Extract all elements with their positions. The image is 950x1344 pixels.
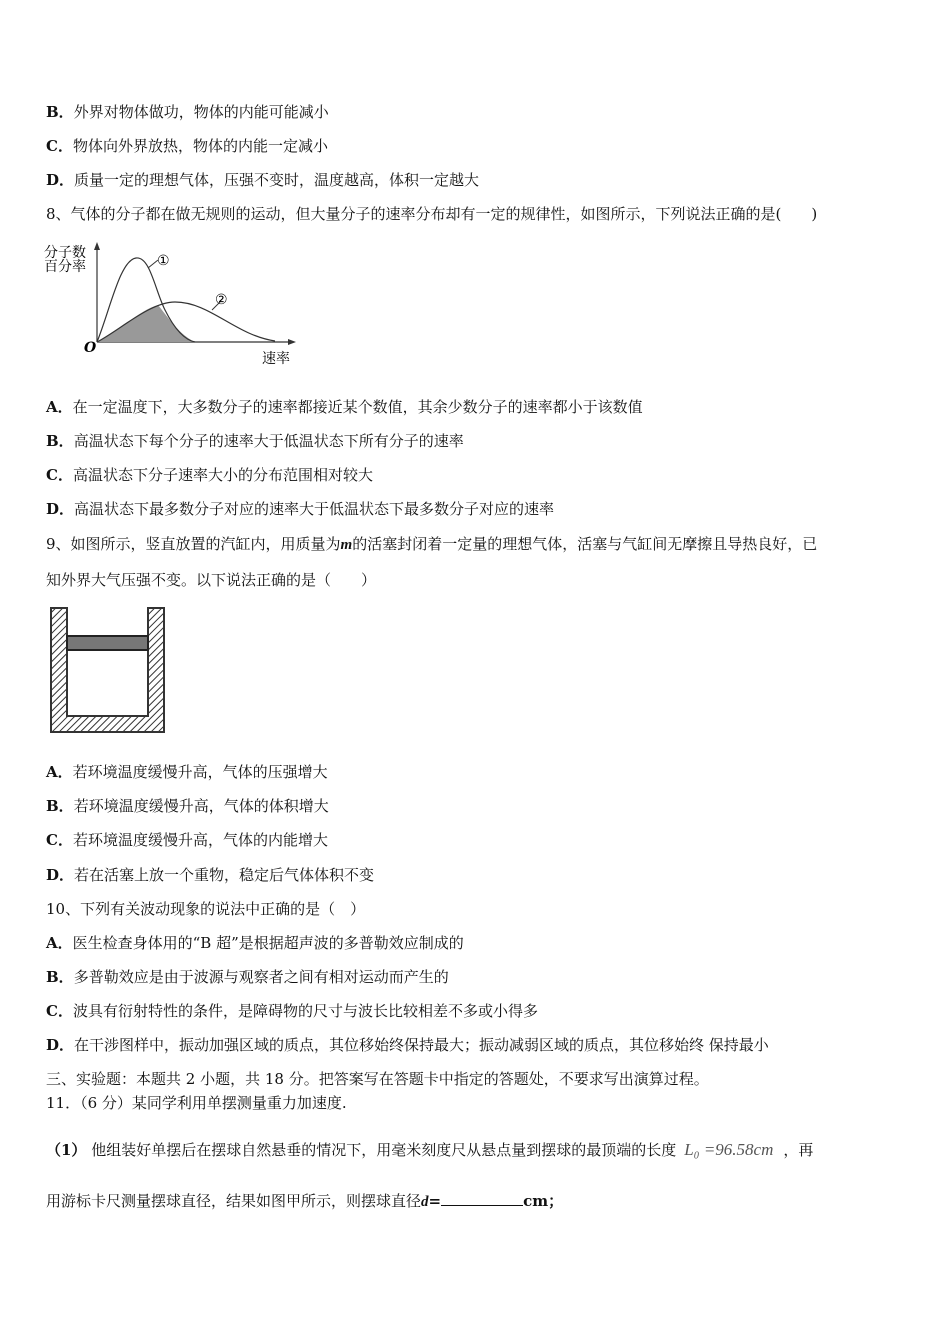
q10-stem: 10、下列有关波动现象的说法中正确的是（ ） (46, 900, 366, 918)
curve-1-label: ① (157, 253, 170, 269)
q9-stem-line2: 知外界大气压强不变。以下说法正确的是（ ） (46, 571, 377, 589)
q7-option-c: C．物体向外界放热，物体的内能一定减小 (46, 137, 328, 155)
q8-option-a: A．在一定温度下，大多数分子的速率都接近某个数值，其余少数分子的速率都小于该数值 (46, 398, 643, 416)
figure-xlabel: 速率 (262, 351, 290, 367)
curve-2-label: ② (215, 292, 228, 308)
cylinder-wall (51, 608, 164, 732)
q8-speed-distribution-figure (40, 230, 310, 370)
q7-option-b: B．外界对物体做功，物体的内能可能减小 (46, 103, 329, 121)
q7-option-d: D．质量一定的理想气体，压强不变时，温度越高，体积一定越大 (46, 171, 480, 189)
q8-option-b: B．高温状态下每个分子的速率大于低温状态下所有分子的速率 (46, 432, 464, 450)
q10-option-c: C．波具有衍射特性的条件，是障碍物的尺寸与波长比较相差不多或小得多 (46, 1002, 538, 1020)
q8-option-d: D．高温状态下最多数分子对应的速率大于低温状态下最多数分子对应的速率 (46, 500, 555, 518)
q9-stem: 9、如图所示，竖直放置的汽缸内，用质量为m的活塞封闭着一定量的理想气体，活塞与气缸间无摩擦且导热良好，已 (46, 535, 818, 553)
q11-part1: （1） 他组装好单摆后在摆球自然悬垂的情况下，用毫米刻度尺从悬点量到摆球的最顶端的长度 L₀ =96.58cm ，再 (46, 1140, 814, 1159)
piston (67, 636, 148, 650)
origin-label: O (84, 340, 97, 356)
q10-option-b: B．多普勒效应是由于波源与观察者之间有相对运动而产生的 (46, 968, 449, 986)
figure-ylabel-2: 百分率 (44, 259, 86, 275)
q9-cylinder-figure (50, 606, 170, 734)
q10-option-a: A．医生检查身体用的“B 超”是根据超声波的多普勒效应制成的 (46, 934, 464, 952)
figure-ylabel-1: 分子数 (44, 245, 86, 261)
answer-blank-d[interactable] (441, 1191, 523, 1206)
q9-option-c: C．若环境温度缓慢升高，气体的内能增大 (46, 831, 328, 849)
q11-stem: 11．（6 分）某同学利用单摆测量重力加速度. (46, 1094, 347, 1112)
q10-option-d: D．在干涉图样中，振动加强区域的质点，其位移始终保持最大；振动减弱区域的质点，其位移始终 保持最小 (46, 1036, 769, 1054)
q9-option-a: A．若环境温度缓慢升高，气体的压强增大 (46, 763, 328, 781)
q8-stem: 8、气体的分子都在做无规则的运动，但大量分子的速率分布却有一定的规律性，如图所示，下列说法正确的是( ) (46, 205, 818, 223)
q9-option-d: D．若在活塞上放一个重物，稳定后气体体积不变 (46, 866, 375, 884)
q11-part1-line2: 用游标卡尺测量摆球直径，结果如图甲所示，则摆球直径d= cm； (46, 1192, 564, 1210)
section-3-heading: 三、实验题：本题共 2 小题，共 18 分。把答案写在答题卡中指定的答题处，不要求写出演算过程。 (46, 1070, 709, 1088)
q8-option-c: C．高温状态下分子速率大小的分布范围相对较大 (46, 466, 373, 484)
q9-option-b: B．若环境温度缓慢升高，气体的体积增大 (46, 797, 329, 815)
